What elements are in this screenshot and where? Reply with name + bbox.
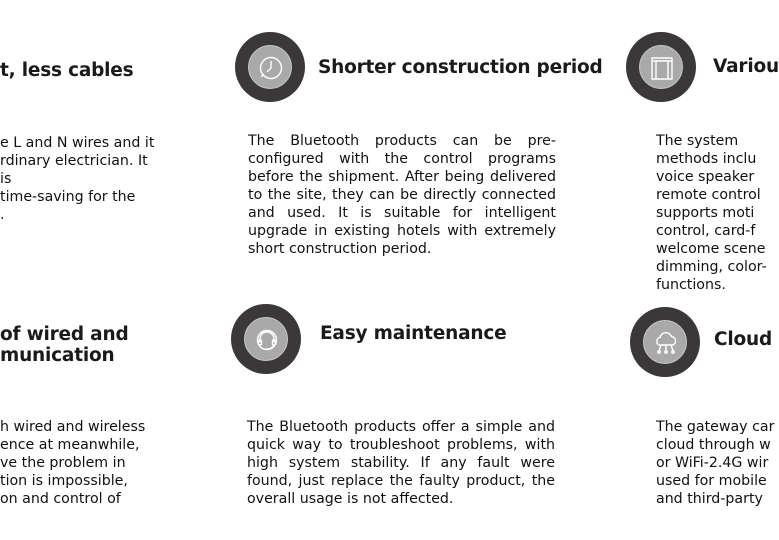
feature-description: h wired and wireless ence at meanwhile, ve the problem in tion is impossible, on and control of [0,419,146,507]
cloud-network-icon [630,307,700,377]
feature-title: of wired and munication [0,324,129,366]
clock-icon [235,32,305,102]
feature-title: t, less cables [0,60,134,81]
feature-title: Easy maintenance [320,323,507,344]
headset-support-icon [231,304,301,374]
feature-title: Variou [713,56,779,77]
feature-description: The Bluetooth products can be pre-configured with the control programs before the shipment. After being delivered to the site, they can be directly connected and used. It is suitable for intelligent upgrade in existing hotels with extremely short construction period. [248,133,556,257]
door-frame-icon [626,32,696,102]
feature-description: The system methods inclu voice speaker remote control supports moti control, card-f welcome scene dimming, color- functions. [656,133,767,293]
feature-title: Shorter construction period [318,57,603,78]
feature-description: e L and N wires and it rdinary electrician. It is time-saving for the . [0,135,155,223]
feature-description: The gateway car cloud through w or WiFi-2.4G wir used for mobile and third-party [656,419,775,507]
feature-title: Cloud [714,329,773,350]
feature-description: The Bluetooth products offer a simple and quick way to troubleshoot problems, with high system stability. If any fault were found, just replace the faulty product, the overall usage is not affected. [247,419,555,507]
